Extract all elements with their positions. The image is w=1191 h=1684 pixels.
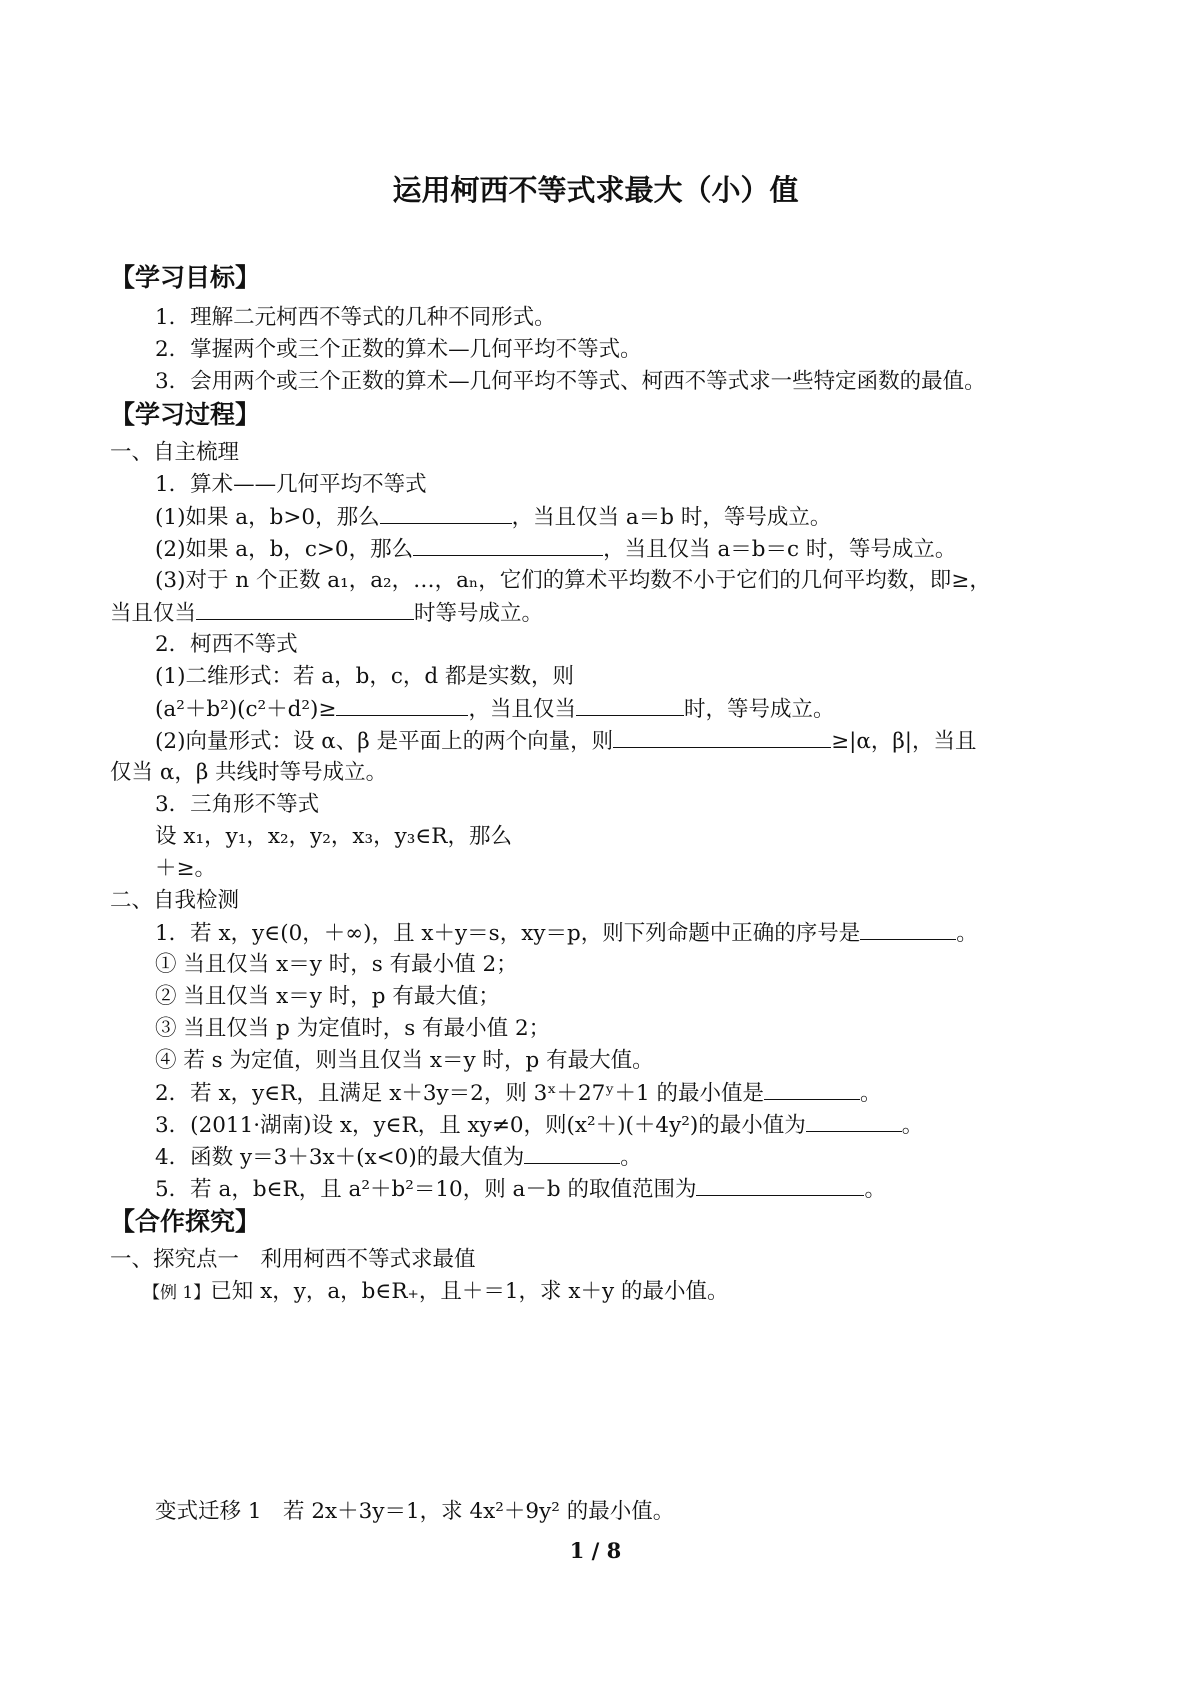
triangle-line-2: ＋≥。 xyxy=(155,856,217,881)
part2-title: 二、自我检测 xyxy=(110,888,240,913)
q1-option-4: ④ 若 s 为定值，则当且仅当 x＝y 时，p 有最大值。 xyxy=(155,1048,654,1073)
cauchy-2-text-a: (2)向量形式：设 α、β 是平面上的两个向量，则 xyxy=(155,729,614,754)
q2-text: 2．若 x，y∈R，且满足 x＋3y＝2，则 3ˣ＋27ʸ＋1 的最小值是 xyxy=(155,1081,764,1106)
amgm-line-3: (3)对于 n 个正数 a₁，a₂，…，aₙ，它们的算术平均数不小于它们的几何平均数，即≥， xyxy=(155,568,991,593)
question-5 xyxy=(155,1173,1191,1206)
goal-item-3: 3．会用两个或三个正数的算术—几何平均不等式、柯西不等式求一些特定函数的最值。 xyxy=(155,369,986,394)
process-heading: 【学习过程】 xyxy=(110,400,261,429)
amgm-2-blank[interactable] xyxy=(413,533,603,556)
q1-blank[interactable] xyxy=(860,917,956,940)
cauchy-2-blank[interactable] xyxy=(613,725,831,748)
example-1-text: 已知 x，y，a，b∈R₊，且＋＝1，求 x＋y 的最小值。 xyxy=(210,1279,729,1304)
cauchy-2-text-b: ≥|α，β|，当且 xyxy=(831,729,977,754)
cauchy-1b-text-b: ，当且仅当 xyxy=(468,697,576,722)
q1-option-2: ② 当且仅当 x＝y 时，p 有最大值； xyxy=(155,984,500,1009)
q5-text: 5．若 a，b∈R，且 a²＋b²＝10，则 a－b 的取值范围为 xyxy=(155,1177,697,1202)
q3-text: 3．(2011·湖南)设 x，y∈R，且 xy≠0，则(x²＋)(＋4y²)的最小值为 xyxy=(155,1113,806,1138)
q4-blank[interactable] xyxy=(524,1141,620,1164)
example-1 xyxy=(143,1276,1191,1309)
question-3 xyxy=(155,1109,1191,1142)
q4-end: 。 xyxy=(620,1145,642,1170)
amgm-2-text-a: (2)如果 a，b，c>0，那么 xyxy=(155,537,414,562)
q3-blank[interactable] xyxy=(806,1109,902,1132)
cauchy-line-2c: 仅当 α，β 共线时等号成立。 xyxy=(110,760,388,785)
q1-option-3: ③ 当且仅当 p 为定值时，s 有最小值 2； xyxy=(155,1016,551,1041)
q2-end: 。 xyxy=(859,1081,882,1106)
cauchy-line-2 xyxy=(155,725,1191,758)
cauchy-line-1: (1)二维形式：若 a，b，c，d 都是实数，则 xyxy=(155,664,575,689)
amgm-1-blank[interactable] xyxy=(380,501,512,524)
cauchy-1b-text-a: (a²＋b²)(c²＋d²)≥ xyxy=(155,697,337,722)
amgm-line-3b xyxy=(110,597,1191,630)
q2-blank[interactable] xyxy=(764,1077,860,1100)
page-title: 运用柯西不等式求最大（小）值 xyxy=(392,173,799,207)
page-number: 1 / 8 xyxy=(569,1538,622,1563)
goal-item-1: 1．理解二元柯西不等式的几种不同形式。 xyxy=(155,305,556,330)
triangle-title: 3．三角形不等式 xyxy=(155,792,320,817)
cauchy-1b-blank-1[interactable] xyxy=(336,693,468,716)
amgm-1-text-b: ，当且仅当 a＝b 时，等号成立。 xyxy=(511,505,832,530)
cauchy-line-1b xyxy=(155,693,1191,726)
part1-title: 一、自主梳理 xyxy=(110,440,240,465)
explore-point-1: 一、探究点一 利用柯西不等式求最值 xyxy=(110,1247,476,1272)
variant-1: 变式迁移 1 若 2x＋3y＝1，求 4x²＋9y² 的最小值。 xyxy=(155,1499,675,1524)
q1-option-1: ① 当且仅当 x＝y 时，s 有最小值 2； xyxy=(155,952,518,977)
goals-heading: 【学习目标】 xyxy=(110,263,261,292)
q1-text: 1．若 x，y∈(0，＋∞)，且 x＋y＝s，xy＝p，则下列命题中正确的序号是 xyxy=(155,921,861,946)
q1-end: 。 xyxy=(956,921,978,946)
q4-text: 4．函数 y＝3＋3x＋(x<0)的最大值为 xyxy=(155,1145,525,1170)
goal-item-2: 2．掌握两个或三个正数的算术—几何平均不等式。 xyxy=(155,337,642,362)
question-1 xyxy=(155,917,1191,950)
cauchy-1b-blank-2[interactable] xyxy=(576,693,684,716)
cauchy-title: 2．柯西不等式 xyxy=(155,632,298,657)
amgm-3-text-b: 当且仅当 xyxy=(110,601,197,626)
amgm-3-text-c: 时等号成立。 xyxy=(414,601,544,626)
coop-heading: 【合作探究】 xyxy=(110,1207,261,1236)
amgm-line-2 xyxy=(155,533,1191,566)
amgm-title: 1．算术——几何平均不等式 xyxy=(155,472,427,497)
amgm-2-text-b: ，当且仅当 a＝b＝c 时，等号成立。 xyxy=(603,537,957,562)
question-2 xyxy=(155,1077,1191,1110)
example-1-label: 【例 1】 xyxy=(143,1283,211,1303)
amgm-1-text-a: (1)如果 a，b>0，那么 xyxy=(155,505,380,530)
question-4 xyxy=(155,1141,1191,1174)
q5-end: 。 xyxy=(864,1177,886,1202)
amgm-line-1 xyxy=(155,501,1191,534)
amgm-3-blank[interactable] xyxy=(196,597,414,620)
q5-blank[interactable] xyxy=(696,1173,864,1196)
cauchy-1b-text-c: 时，等号成立。 xyxy=(683,697,835,722)
q3-end: 。 xyxy=(901,1113,924,1138)
triangle-line-1: 设 x₁，y₁，x₂，y₂，x₃，y₃∈R，那么 xyxy=(155,824,512,849)
